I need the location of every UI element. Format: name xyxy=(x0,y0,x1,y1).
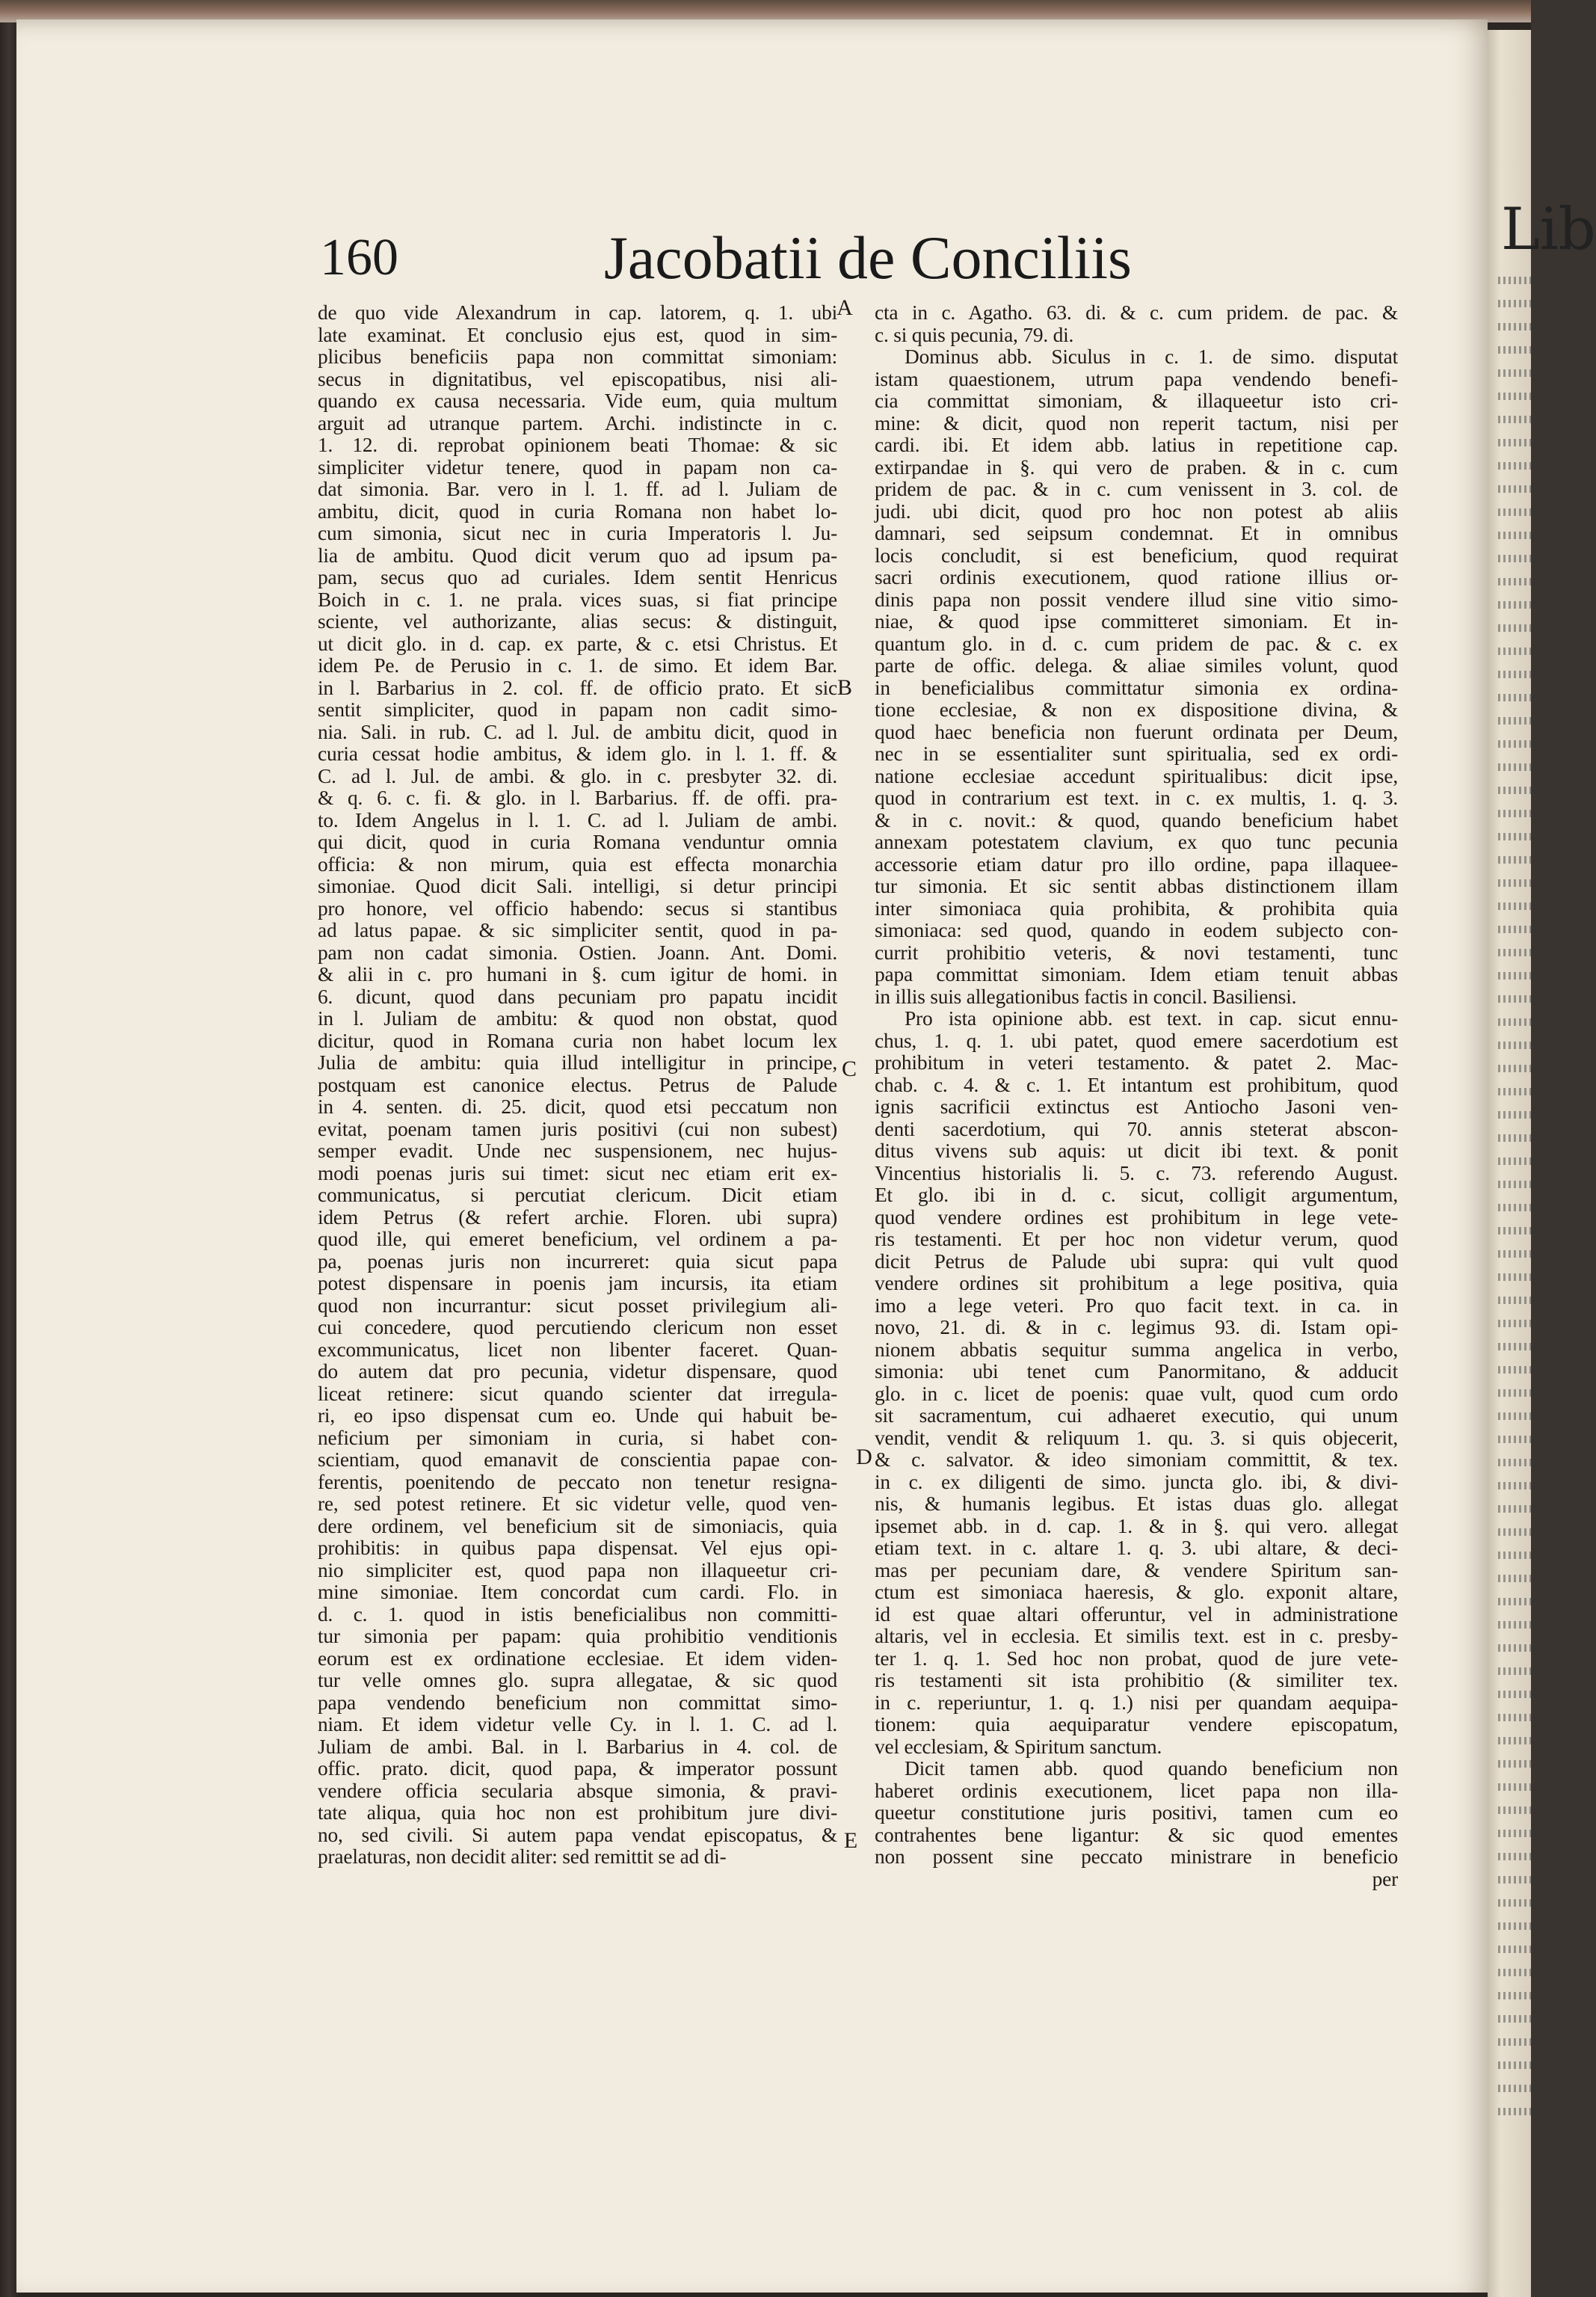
next-page-text-line xyxy=(1498,1134,1531,1142)
next-page-text-line xyxy=(1498,763,1531,771)
text-line: papa committat simoniam. Idem etiam tenuit abbas xyxy=(875,963,1398,985)
text-line: Vincentius historialis li. 5. c. 73. referendo August. xyxy=(875,1161,1398,1184)
next-page-text-line xyxy=(1498,1644,1531,1652)
text-line: sacri ordinis executionem, quod ratione illius or- xyxy=(875,566,1398,588)
text-line: simpliciter videtur tenere, quod in papam non ca- xyxy=(318,455,837,479)
next-page-text-line xyxy=(1498,2061,1531,2069)
text-line: idem Petrus (& refert archie. Floren. ubi supra) xyxy=(318,1205,837,1229)
text-line: re, sed potest retinere. Et sic videtur velle, quod ven- xyxy=(318,1492,837,1515)
next-page-text-line xyxy=(1498,1227,1531,1234)
next-page-text-line xyxy=(1498,1552,1531,1559)
next-page-running-head: Lib xyxy=(1501,196,1596,263)
text-line: quod haec beneficia non fuerunt ordinata per Deum, xyxy=(875,720,1398,743)
text-line: Dicit tamen abb. quod quando beneficium non xyxy=(905,1757,1398,1780)
text-line: cui concedere, quod percutiendo clericum non esset xyxy=(318,1316,837,1338)
text-line: simoniae. Quod dicit Sali. intelligi, si detur principi xyxy=(318,875,837,897)
text-line: curia cessat hodie ambitus, & idem glo. in l. 1. ff. & xyxy=(318,742,837,765)
next-page-text-line xyxy=(1498,810,1531,817)
text-line: tionem: quia aequiparatur vendere episcopatum, xyxy=(875,1713,1398,1735)
text-line: ris testamenti. Et per hoc non videtur verum, quod xyxy=(875,1228,1398,1250)
next-page-text-line xyxy=(1498,1482,1531,1489)
next-page-text-line xyxy=(1498,1412,1531,1420)
text-line: chus, 1. q. 1. ubi patet, quod emere sacerdotium est xyxy=(875,1029,1398,1052)
running-title: Jacobatii de Conciliis xyxy=(604,224,1132,292)
next-page-text-line xyxy=(1498,369,1531,377)
text-line: tione ecclesiae, & non ex dispositione divina, & xyxy=(875,698,1398,721)
next-page-text-line xyxy=(1498,1320,1531,1327)
text-line: extirpandae in §. qui vero de praben. & in c. cum xyxy=(875,455,1398,479)
text-line: dere ordinem, vel beneficium sit de simoniacis, quia xyxy=(318,1514,837,1537)
text-line: tate aliqua, quia hoc non est prohibitum jure divi- xyxy=(318,1801,837,1824)
text-line: officia: & non mirum, quia est effecta monarchia xyxy=(318,852,837,876)
text-line: istam quaestionem, utrum papa vendendo benefi- xyxy=(875,367,1398,390)
page-number: 160 xyxy=(320,229,398,286)
next-page-text-line xyxy=(1498,648,1531,655)
text-line: papa vendendo beneficium non committat simo- xyxy=(318,1691,837,1714)
text-line: arguit ad utranque partem. Archi. indistincte in c. xyxy=(318,411,837,434)
text-line: eorum est ex ordinatione ecclesiae. Et idem viden- xyxy=(318,1646,837,1670)
next-page-text-line xyxy=(1498,1181,1531,1188)
text-line: in l. Barbarius in 2. col. ff. de officio prato. Et sic xyxy=(318,676,837,699)
text-line: mas per pecuniam dare, & vendere Spiritum san- xyxy=(875,1558,1398,1581)
text-line: chab. c. 4. & c. 1. Et intantum est prohibitum, quod xyxy=(875,1073,1398,1096)
text-line: cardi. ibi. Et idem abb. latius in repetitione cap. xyxy=(875,434,1398,456)
section-marker-c: C xyxy=(841,1057,857,1081)
next-page-text-line xyxy=(1498,1436,1531,1443)
next-page-text-line xyxy=(1498,1505,1531,1513)
next-page-text-line xyxy=(1498,856,1531,864)
text-line: d. c. 1. quod in istis beneficialibus non committi- xyxy=(318,1602,837,1626)
text-line: qui dicit, quod in curia Romana venduntur omnia xyxy=(318,831,837,853)
next-page-text-line xyxy=(1498,2085,1531,2092)
next-page-text-line xyxy=(1498,1157,1531,1165)
text-line: quando ex causa necessaria. Vide eum, quia multum xyxy=(318,390,837,412)
text-line: ter 1. q. 1. Sed hoc non probat, quod de jure vete- xyxy=(875,1646,1398,1670)
next-page-text-line xyxy=(1498,1343,1531,1350)
next-page-text-line xyxy=(1498,1737,1531,1744)
text-line: in 4. senten. di. 25. dicit, quod etsi peccatum non xyxy=(318,1095,837,1118)
next-page-text-line xyxy=(1498,833,1531,840)
text-line: altaris, vel in ecclesia. Et similis text. est in c. presby- xyxy=(875,1625,1398,1647)
next-page-text-line xyxy=(1498,972,1531,980)
next-page-text-line xyxy=(1498,2015,1531,2023)
text-line: neficium per simoniam in curia, si habet con- xyxy=(318,1426,837,1449)
next-page-text-line xyxy=(1498,346,1531,354)
next-page-text-line xyxy=(1498,1459,1531,1466)
text-line: simoniaca: sed quod, quando in eodem subjecto con- xyxy=(875,919,1398,941)
next-page-text-line xyxy=(1498,1065,1531,1072)
text-line: lia de ambitu. Quod dicit verum quo ad ipsum pa- xyxy=(318,544,837,567)
next-page-text-line xyxy=(1498,694,1531,701)
text-line: liceat retinere: sicut quando scienter dat irregula- xyxy=(318,1382,837,1405)
text-line: no, sed civili. Si autem papa vendat episcopatus, & xyxy=(318,1823,837,1846)
next-page-text-line xyxy=(1498,555,1531,562)
text-line: Dominus abb. Siculus in c. 1. de simo. disputat xyxy=(905,345,1398,368)
next-page-text-line xyxy=(1498,1806,1531,1814)
text-line: & in c. novit.: & quod, quando beneficium habet xyxy=(875,808,1398,831)
next-page-text-line xyxy=(1498,462,1531,470)
text-line: imo a lege veteri. Pro quo facit text. in ca. in xyxy=(875,1294,1398,1317)
text-line: potest dispensare in poenis jam incursis, ita etiam xyxy=(318,1272,837,1294)
next-page-text-line xyxy=(1498,671,1531,678)
text-line: quantum glo. in d. c. cum pridem de pac. & c. ex xyxy=(875,632,1398,655)
text-line: in c. ex diligenti de simo. juncta glo. ibi, & divi- xyxy=(875,1470,1398,1493)
next-page-text-line xyxy=(1498,1760,1531,1768)
next-page-text-line xyxy=(1498,1969,1531,1976)
text-line: & q. 6. c. fi. & glo. in l. Barbarius. ff. de offi. pra- xyxy=(318,787,837,809)
text-line: in beneficialibus committatur simonia ex ordina- xyxy=(875,676,1398,699)
text-line: Julia de ambitu: quia illud intelligitur in principe, xyxy=(318,1051,837,1074)
text-line: ut dicit glo. in d. cap. ex parte, & c. etsi Christus. Et xyxy=(318,632,837,655)
text-line: dat simonia. Bar. vero in l. 1. ff. ad l. Juliam de xyxy=(318,478,837,500)
next-page-text-line xyxy=(1498,601,1531,609)
text-line: nec in se essentialiter sunt spiritualia, sed ex ordi- xyxy=(875,742,1398,765)
next-page-text-line xyxy=(1498,1899,1531,1907)
next-page-text-line xyxy=(1498,1018,1531,1026)
next-page-text-line xyxy=(1498,1992,1531,1999)
text-line: nionem abbatis sequitur summa angelica in verbo, xyxy=(875,1338,1398,1361)
text-line: haberet ordinis executionem, licet papa non illa- xyxy=(875,1779,1398,1802)
text-line: contrahentes bene ligantur: & sic quod ementes xyxy=(875,1823,1398,1846)
text-line: prohibitum in veteri testamento. & patet 2. Mac- xyxy=(875,1051,1398,1074)
text-line: pam non cadat simonia. Ostien. Joann. Ant. Domi. xyxy=(318,941,837,964)
text-line: C. ad l. Jul. de ambi. & glo. in c. presbyter 32. di. xyxy=(318,764,837,787)
next-page-text-line xyxy=(1498,787,1531,794)
text-line: niam. Et idem videtur velle Cy. in l. 1. C. ad l. xyxy=(318,1713,837,1735)
text-line: de quo vide Alexandrum in cap. latorem, q. 1. ubi xyxy=(318,301,837,324)
text-line: tur velle omnes glo. supra allegatae, & sic quod xyxy=(318,1669,837,1691)
text-line: ambitu, dicit, quod in curia Romana non habet lo- xyxy=(318,499,837,523)
text-line: excommunicatus, licet non libenter faceret. Quan- xyxy=(318,1338,837,1361)
next-page-text-line xyxy=(1498,323,1531,330)
text-line: ditus vivens sub aquis: ut dicit ibi text. & ponit xyxy=(875,1140,1398,1162)
text-line: cum simonia, sicut nec in curia Imperatoris l. Ju- xyxy=(318,522,837,544)
text-line: pro honore, vel officio habendo: secus si stantibus xyxy=(318,897,837,920)
next-page-text-line xyxy=(1498,2108,1531,2115)
next-page-text-line xyxy=(1498,1621,1531,1629)
left-column xyxy=(318,302,837,1869)
text-line: parte de offic. delega. & aliae similes volunt, quod xyxy=(875,654,1398,677)
text-line: secus in dignitatibus, vel episcopatibus, nisi ali- xyxy=(318,367,837,390)
text-line: vendit, vendit & reliquum 1. qu. 3. si quis objecerit, xyxy=(875,1426,1398,1449)
next-page-text-line xyxy=(1498,995,1531,1003)
next-page-text-line xyxy=(1498,1783,1531,1791)
text-line: vendere ordines sit prohibitum a lege positiva, quia xyxy=(875,1272,1398,1294)
next-page-text-line xyxy=(1498,578,1531,585)
next-page-text-line xyxy=(1498,1528,1531,1536)
text-line: quod in contrarium est text. in c. ex multis, 1. q. 3. xyxy=(875,787,1398,809)
next-page-text-line xyxy=(1498,1111,1531,1119)
next-page-text-line xyxy=(1498,1946,1531,1953)
text-line: praelaturas, non decidit aliter: sed remittit se ad di- xyxy=(318,1845,727,1868)
next-page-text-line xyxy=(1498,1389,1531,1397)
next-page-text-line xyxy=(1498,532,1531,539)
text-line: nis, & humanis legibus. Et istas duas glo. allegat xyxy=(875,1492,1398,1515)
next-page-text-line xyxy=(1498,1830,1531,1837)
next-page-text-line xyxy=(1498,1853,1531,1860)
text-line: scientiam, quod emanavit de conscientia papae con- xyxy=(318,1448,837,1471)
text-line: Pro ista opinione abb. est text. in cap. sicut ennu- xyxy=(905,1007,1398,1030)
text-line: ad latus papae. & sic simpliciter sentit, quod in pa- xyxy=(318,919,837,941)
next-page-edge xyxy=(1488,30,1596,2297)
text-line: cia committat simoniam, & illaqueetur isto cri- xyxy=(875,390,1398,412)
next-page-text-line xyxy=(1498,949,1531,956)
text-line: simonia: ubi tenet cum Panormitano, & adducit xyxy=(875,1360,1398,1383)
text-line: ri, eo ipso dispensat cum eo. Unde qui habuit be- xyxy=(318,1404,837,1427)
section-marker-a: A xyxy=(836,295,853,320)
text-line: Et glo. ibi in d. c. sicut, colligit argumentum, xyxy=(875,1184,1398,1206)
text-line: vendere officia secularia absque simonia, & pravi- xyxy=(318,1779,837,1802)
text-line: ipsemet abb. in d. cap. 1. & in §. qui vero. allegat xyxy=(875,1514,1398,1537)
next-page-text-line xyxy=(1498,624,1531,632)
next-page-text-line xyxy=(1498,485,1531,493)
next-page-text-line xyxy=(1498,879,1531,887)
text-line: quod non incurrantur: sicut posset privilegium ali- xyxy=(318,1294,837,1317)
text-line: postquam est canonice electus. Petrus de Palude xyxy=(318,1073,837,1096)
next-page-text-line xyxy=(1498,1366,1531,1374)
text-line: ferentis, poenitendo de peccato non tenetur resigna- xyxy=(318,1470,837,1493)
text-line: novo, 21. di. & in c. legimus 93. di. Istam opi- xyxy=(875,1316,1398,1338)
text-line: sit sacramentum, cui adhaeret executio, qui unum xyxy=(875,1404,1398,1427)
text-line: tur simonia per papam: quia prohibitio venditionis xyxy=(318,1625,837,1647)
next-page-text-line xyxy=(1498,1598,1531,1605)
text-line: prohibitis: in quibus papa dispensat. Vel ejus opi- xyxy=(318,1537,837,1559)
next-page-text-line xyxy=(1498,1575,1531,1582)
text-line: offic. prato. dicit, quod papa, & imperator possunt xyxy=(318,1757,837,1780)
next-page-text-line xyxy=(1498,926,1531,933)
text-line: quod ille, qui emeret beneficium, vel ordinem a pa- xyxy=(318,1228,837,1250)
text-line: Juliam de ambi. Bal. in l. Barbarius in 4. col. de xyxy=(318,1735,837,1758)
text-line: locis concludit, si est beneficium, quod requirat xyxy=(875,544,1398,567)
text-line: denti sacerdotium, qui 70. annis steterat abscon- xyxy=(875,1117,1398,1140)
next-page-text-line xyxy=(1498,902,1531,910)
text-line: pridem de pac. & in c. cum venissent in 3. col. de xyxy=(875,478,1398,500)
text-line: to. Idem Angelus in l. 1. C. ad l. Juliam de ambi. xyxy=(318,808,837,831)
text-line: quod vendere ordines est prohibitum in lege vete- xyxy=(875,1205,1398,1229)
text-line: inter simoniaca quia prohibita, & prohibita quia xyxy=(875,897,1398,920)
text-line: mine simoniae. Item concordat cum cardi. Flo. in xyxy=(318,1581,837,1603)
section-marker-b: B xyxy=(836,675,852,700)
next-page-text-line xyxy=(1498,416,1531,423)
text-line: sciente, vel authorizante, alias secus: & distinguit, xyxy=(318,610,837,633)
text-line: etiam text. in c. altare 1. q. 3. ubi altare, & deci- xyxy=(875,1537,1398,1559)
running-head xyxy=(0,217,1531,299)
next-page-text-line xyxy=(1498,1667,1531,1675)
next-page-text-line xyxy=(1498,439,1531,446)
text-line: communicatus, si percutiat clericum. Dicit etiam xyxy=(318,1184,837,1206)
next-page-text-line xyxy=(1498,1204,1531,1211)
text-line: vel ecclesiam, & Spiritum sanctum. xyxy=(875,1735,1162,1758)
text-line: dicit Petrus de Palude ubi supra: qui vult quod xyxy=(875,1249,1398,1273)
text-line: cta in c. Agatho. 63. di. & c. cum pridem. de pac. & xyxy=(875,301,1398,324)
text-line: tur simonia. Et sic sentit abbas distinctionem illam xyxy=(875,875,1398,897)
next-page-text-line xyxy=(1498,508,1531,516)
text-line: nio simpliciter est, quod papa non illaqueetur cri- xyxy=(318,1558,837,1581)
next-page-text-line xyxy=(1498,1922,1531,1930)
text-line: glo. in c. licet de poenis: quae vult, quod cum ordo xyxy=(875,1382,1398,1405)
text-line: sentit simpliciter, quod in papam non cadit simo- xyxy=(318,698,837,721)
text-line: natione ecclesiae accedunt spiritualibus: dicit ipse, xyxy=(875,764,1398,787)
next-page-text-line xyxy=(1498,1088,1531,1095)
text-line: judi. ubi dicit, quod pro hoc non potest ab aliis xyxy=(875,499,1398,523)
text-line: 1. 12. di. reprobat opinionem beati Thomae: & sic xyxy=(318,434,837,456)
text-line: dinis papa non possit vendere illud sine vitio simo- xyxy=(875,588,1398,611)
text-line: c. si quis pecunia, 79. di. xyxy=(875,323,1074,346)
text-line: & c. salvator. & ideo simoniam committit, & tex. xyxy=(875,1448,1398,1471)
text-line: queetur constitutione juris positivi, tamen cum eo xyxy=(875,1801,1398,1824)
text-line: Boich in c. 1. ne prala. vices suas, si fiat principe xyxy=(318,588,837,611)
text-line: late examinat. Et conclusio ejus est, quod in sim- xyxy=(318,323,837,346)
text-line: modi poenas juris sui timet: sicut nec etiam erit ex- xyxy=(318,1161,837,1184)
text-line: pam, secus quo ad curiales. Idem sentit Henricus xyxy=(318,566,837,588)
text-line: mine: & dicit, quod non reperit tactum, nisi per xyxy=(875,411,1398,434)
section-marker-d: D xyxy=(856,1445,872,1469)
text-line: in l. Juliam de ambitu: & quod non obstat, quod xyxy=(318,1007,837,1030)
text-line: ctum est simoniaca haeresis, & glo. exponit altare, xyxy=(875,1581,1398,1603)
text-line: dicitur, quod in Romana curia non habet locum lex xyxy=(318,1029,837,1052)
right-column xyxy=(875,302,1398,1890)
next-page-text-line xyxy=(1498,393,1531,400)
text-line: evitat, poenam tamen juris positivi (cui non subest) xyxy=(318,1117,837,1140)
next-page-text-line xyxy=(1498,717,1531,725)
text-line: ignis sacrificii extinctus est Antiocho Jasoni ven- xyxy=(875,1095,1398,1118)
text-line: 6. dicunt, quod dans pecuniam pro papatu incidit xyxy=(318,985,837,1008)
section-marker-e: E xyxy=(843,1828,858,1853)
text-line: per xyxy=(1372,1867,1398,1890)
text-line: in c. reperiuntur, 1. q. 1.) nisi per quandam aequipa- xyxy=(875,1691,1398,1714)
text-line: niae, & quod ipse committeret simoniam. Et in- xyxy=(875,610,1398,633)
next-page-text-line xyxy=(1498,300,1531,307)
next-page-text-line xyxy=(1498,1714,1531,1721)
text-line: do autem dat pro pecunia, videtur dispensare, quod xyxy=(318,1360,837,1383)
text-line: plicibus beneficiis papa non committat simoniam: xyxy=(318,345,837,368)
text-line: currit prohibitio veteris, & novi testamenti, tunc xyxy=(875,941,1398,964)
text-line: in illis suis allegationibus factis in concil. Basiliensi. xyxy=(875,985,1297,1008)
next-page-text-line xyxy=(1498,1250,1531,1258)
text-line: accessorie etiam datur pro illo ordine, papa illaquee- xyxy=(875,852,1398,876)
text-line: ris testamenti sit ista prohibitio (& similiter tex. xyxy=(875,1669,1398,1691)
text-line: id est quae altari offeruntur, vel in administratione xyxy=(875,1602,1398,1626)
text-line: annexam potestatem clavium, ex quo tunc pecunia xyxy=(875,831,1398,853)
text-line: pa, poenas juris non incurreret: quia sicut papa xyxy=(318,1249,837,1273)
next-page-text-line xyxy=(1498,740,1531,748)
next-page-text-line xyxy=(1498,2038,1531,2046)
text-line: damnari, sed seipsum condemnat. Et in omnibus xyxy=(875,522,1398,544)
text-line: idem Pe. de Perusio in c. 1. de simo. Et idem Bar. xyxy=(318,654,837,677)
next-page-text-line xyxy=(1498,1042,1531,1049)
text-line: nia. Sali. in rub. C. ad l. Jul. de ambitu dicit, quod in xyxy=(318,720,837,743)
text-line: non possent sine peccato ministrare in beneficio xyxy=(875,1845,1398,1868)
next-page-text-line xyxy=(1498,1876,1531,1884)
text-line: & alii in c. pro humani in §. cum igitur de homi. in xyxy=(318,963,837,985)
next-page-text-line xyxy=(1498,1297,1531,1304)
text-line: semper evadit. Unde nec suspensionem, nec hujus- xyxy=(318,1140,837,1162)
next-page-text-line xyxy=(1498,1691,1531,1698)
next-page-text-line xyxy=(1498,1273,1531,1281)
